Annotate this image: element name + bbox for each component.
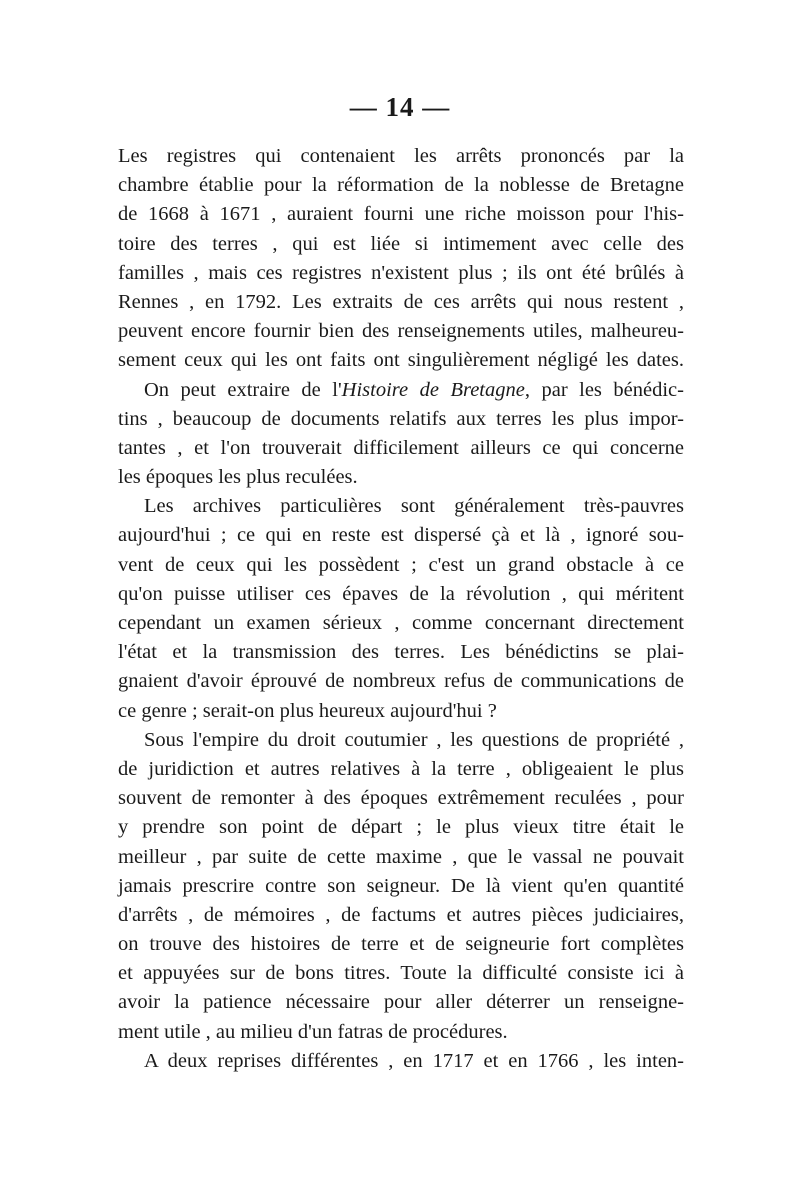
text-line: Rennes , en 1792. Les extraits de ces arrêts qui nous restent , <box>118 290 684 313</box>
text-line: cependant un examen sérieux , comme concernant directement <box>118 612 684 634</box>
text-fragment: On peut extraire de l' <box>144 378 342 401</box>
text-line: jamais prescrire contre son seigneur. De là vient qu'en quantité <box>118 874 684 897</box>
text-line: peuvent encore fournir bien des renseignements utiles, malheureu- <box>118 320 684 343</box>
text-fragment: , par les bénédic- <box>524 378 684 401</box>
text-line: Les archives particulières sont généralement très-pauvres <box>144 495 684 518</box>
text-line: on trouve des histoires de terre et de seigneurie fort complètes <box>118 933 684 956</box>
text-line: A deux reprises différentes , en 1717 et en 1766 , les inten- <box>144 1049 684 1072</box>
text-line: l'état et la transmission des terres. Les bénédictins se plai- <box>118 641 684 664</box>
page-number-header: — 14 — <box>349 92 451 122</box>
text-line: de juridiction et autres relatives à la terre , obligeaient le plus <box>118 757 684 780</box>
text-line: ce genre ; serait-on plus heureux aujourd'hui ? <box>118 699 497 722</box>
text-line: meilleur , par suite de cette maxime , que le vassal ne pouvait <box>118 845 684 868</box>
text-line: Sous l'empire du droit coutumier , les questions de propriété , <box>144 728 684 751</box>
text-line: tantes , et l'on trouverait difficilement ailleurs ce qui concerne <box>118 436 684 459</box>
text-line: chambre établie pour la réformation de la noblesse de Bretagne <box>118 174 684 197</box>
book-title: Histoire de Bretagne <box>341 378 525 401</box>
text-line: et appuyées sur de bons titres. Toute la difficulté consiste ici à <box>118 962 684 985</box>
body-text <box>118 142 684 1076</box>
text-line: sement ceux qui les ont faits ont singulièrement négligé les dates. <box>118 349 684 372</box>
text-line <box>118 376 684 405</box>
text-line: aujourd'hui ; ce qui en reste est dispersé çà et là , ignoré sou- <box>118 524 684 547</box>
text-line: qu'on puisse utiliser ces épaves de la révolution , qui méritent <box>118 582 684 605</box>
text-line: Les registres qui contenaient les arrêts prononcés par la <box>118 145 684 167</box>
text-line: ment utile , au milieu d'un fatras de procédures. <box>118 1020 508 1043</box>
text-line: avoir la patience nécessaire pour aller déterrer un renseigne- <box>118 991 684 1014</box>
text-line: d'arrêts , de mémoires , de factums et autres pièces judiciaires, <box>118 903 684 926</box>
text-line: vent de ceux qui les possèdent ; c'est un grand obstacle à ce <box>118 553 684 576</box>
text-line: toire des terres , qui est liée si intimement avec celle des <box>118 232 684 255</box>
text-line: souvent de remonter à des époques extrêmement reculées , pour <box>118 787 684 810</box>
text-line: de 1668 à 1671 , auraient fourni une riche moisson pour l'his- <box>118 203 684 226</box>
text-line: tins , beaucoup de documents relatifs aux terres les plus impor- <box>118 407 684 430</box>
text-line: gnaient d'avoir éprouvé de nombreux refus de communications de <box>118 670 684 693</box>
text-line: y prendre son point de départ ; le plus vieux titre était le <box>118 816 684 839</box>
text-line: les époques les plus reculées. <box>118 466 358 489</box>
text-line: familles , mais ces registres n'existent plus ; ils ont été brûlés à <box>118 261 684 284</box>
